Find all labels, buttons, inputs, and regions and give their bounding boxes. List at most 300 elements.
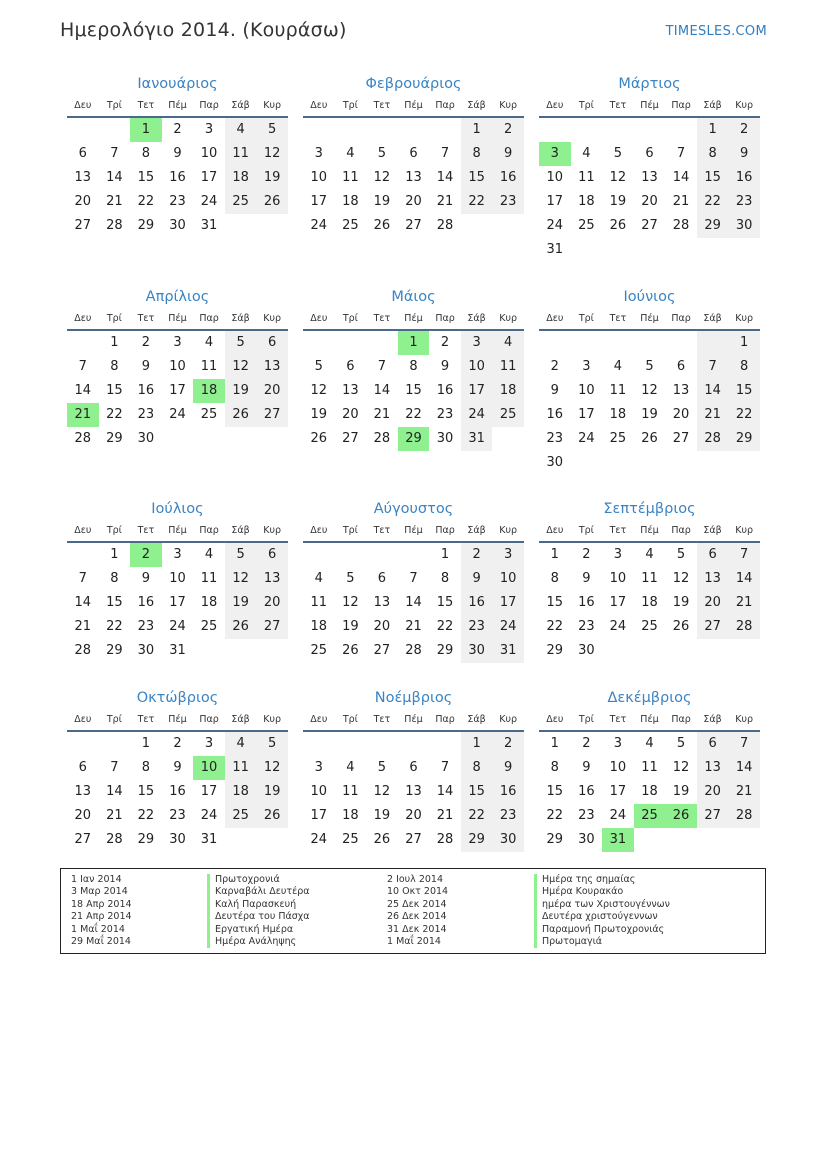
day-cell: 15 — [461, 780, 493, 804]
day-cell: 28 — [436, 832, 454, 847]
day-cell: 3 — [492, 543, 524, 567]
empty-cell — [634, 451, 666, 475]
day-cell: 3 — [204, 736, 214, 751]
day-cell: 22 — [461, 190, 493, 214]
day-cell: 9 — [582, 760, 591, 775]
month-name: Μάρτιος — [618, 76, 681, 92]
weekday-label: Δευ — [546, 313, 564, 324]
day-cell: 28 — [697, 427, 729, 451]
empty-cell — [193, 427, 225, 451]
weekday-label: Σάβ — [467, 525, 486, 536]
weekday-label: Τρί — [578, 100, 594, 111]
weekday-label: Τρί — [106, 100, 122, 111]
day-cell: 8 — [728, 355, 760, 379]
day-cell: 23 — [169, 194, 186, 209]
day-cell: 6 — [645, 146, 654, 161]
day-cell: 25 — [609, 431, 627, 446]
day-cell: 1 — [141, 736, 151, 751]
day-cell: 10 — [492, 567, 524, 591]
day-cell: 22 — [106, 619, 123, 634]
day-cell: 12 — [256, 142, 288, 166]
day-cell: 7 — [440, 760, 450, 775]
day-cell: 27 — [405, 218, 422, 233]
weekday-label: Πέμ — [168, 525, 187, 536]
holiday-name: Ημέρα Ανάληψης — [207, 936, 310, 948]
day-cell: 28 — [405, 643, 422, 658]
day-cell: 3 — [314, 760, 323, 775]
day-cell: 2 — [173, 736, 182, 751]
weekday-label: Σάβ — [231, 714, 250, 725]
day-cell: 29 — [728, 427, 760, 451]
day-cell: 15 — [137, 784, 155, 799]
day-cell: 26 — [225, 615, 257, 639]
day-cell: 29 — [106, 643, 123, 658]
day-cell: 7 — [440, 146, 450, 161]
weekday-label: Δευ — [74, 313, 92, 324]
day-cell: 22 — [137, 808, 155, 823]
month-name: Ιανουάριος — [137, 76, 218, 92]
holiday-date: 2 Ιουλ 2014 — [387, 874, 443, 885]
day-cell: 25 — [342, 218, 359, 233]
day-cell: 4 — [645, 547, 654, 562]
day-cell: 19 — [225, 591, 257, 615]
day-cell: 17 — [492, 591, 524, 615]
weekday-label: Σάβ — [467, 714, 486, 725]
page-title: Ημερολόγιο 2014. (Κουράσω) — [60, 19, 347, 41]
day-cell: 16 — [492, 780, 524, 804]
month-block — [303, 686, 524, 852]
day-cell: 12 — [373, 784, 391, 799]
day-cell: 6 — [377, 571, 387, 586]
day-cell: 5 — [256, 118, 288, 142]
day-cell: 15 — [436, 595, 454, 610]
day-cell: 8 — [110, 571, 119, 586]
day-cell: 24 — [169, 407, 186, 422]
day-cell: 11 — [342, 784, 359, 799]
weekday-label: Δευ — [310, 525, 328, 536]
day-cell: 18 — [641, 784, 658, 799]
empty-cell — [99, 732, 131, 756]
day-cell: 11 — [641, 760, 658, 775]
day-cell: 1 — [110, 335, 119, 350]
weekday-label: Κυρ — [499, 714, 518, 725]
empty-cell — [67, 118, 99, 142]
holiday-date: 1 Μαΐ 2014 — [71, 923, 125, 935]
holiday-name: Πρωτοχρονιά — [207, 874, 310, 886]
day-cell: 18 — [492, 379, 524, 403]
weekday-label: Τρί — [342, 714, 358, 725]
weekday-label: Σάβ — [231, 313, 250, 324]
day-cell: 8 — [461, 756, 493, 780]
day-cell: 7 — [110, 760, 119, 775]
weekday-label: Τετ — [373, 100, 391, 111]
day-cell: 20 — [373, 619, 391, 634]
holiday-names-column-1 — [207, 874, 310, 948]
weekday-label: Παρ — [199, 313, 219, 324]
holiday-day-cell: 31 — [602, 828, 634, 852]
holiday-name: ημέρα των Χριστουγέννων — [534, 899, 670, 911]
day-cell: 8 — [550, 760, 559, 775]
weekday-label: Τρί — [106, 525, 122, 536]
month-name: Σεπτέμβριος — [603, 501, 696, 517]
day-cell: 30 — [578, 832, 595, 847]
holiday-name: Δευτέρα χριστούγεννων — [534, 911, 670, 923]
weekday-label: Δευ — [74, 714, 92, 725]
day-cell: 9 — [492, 142, 524, 166]
day-cell: 22 — [728, 403, 760, 427]
day-cell: 19 — [672, 595, 690, 610]
day-cell: 28 — [106, 832, 123, 847]
day-cell: 27 — [74, 832, 92, 847]
day-cell: 10 — [609, 760, 627, 775]
empty-cell — [634, 331, 666, 355]
day-cell: 19 — [641, 407, 658, 422]
weekday-label: Τετ — [373, 714, 391, 725]
day-cell: 9 — [582, 571, 591, 586]
day-cell: 30 — [169, 218, 186, 233]
day-cell: 29 — [436, 643, 454, 658]
day-cell: 1 — [440, 547, 450, 562]
weekday-label: Τετ — [609, 100, 627, 111]
weekday-label: Δευ — [546, 100, 564, 111]
day-cell: 13 — [342, 383, 359, 398]
day-cell: 20 — [256, 379, 288, 403]
day-cell: 3 — [613, 736, 623, 751]
holiday-names-column-2 — [534, 874, 670, 948]
day-cell: 29 — [546, 643, 564, 658]
day-cell: 9 — [141, 571, 151, 586]
day-cell: 14 — [405, 595, 422, 610]
day-cell: 23 — [137, 407, 155, 422]
weekday-label: Παρ — [671, 313, 691, 324]
day-cell: 6 — [78, 146, 87, 161]
month-name: Οκτώβριος — [136, 690, 219, 706]
day-cell: 26 — [373, 218, 391, 233]
day-cell: 6 — [256, 543, 288, 567]
day-cell: 7 — [78, 571, 87, 586]
empty-cell — [634, 118, 666, 142]
weekday-header — [539, 709, 760, 732]
empty-cell — [225, 214, 257, 238]
day-cell: 20 — [697, 780, 729, 804]
empty-cell — [366, 543, 398, 567]
day-cell: 20 — [74, 808, 92, 823]
empty-cell — [697, 451, 729, 475]
weekday-label: Πέμ — [404, 714, 423, 725]
day-grid — [539, 118, 760, 262]
day-cell: 12 — [672, 760, 690, 775]
day-cell: 11 — [310, 595, 328, 610]
day-cell: 17 — [169, 595, 186, 610]
month-block — [67, 686, 288, 852]
day-cell: 11 — [342, 170, 359, 185]
empty-cell — [602, 238, 634, 262]
day-cell: 4 — [204, 547, 214, 562]
day-grid — [67, 732, 288, 852]
day-cell: 3 — [461, 331, 493, 355]
day-cell: 28 — [373, 431, 391, 446]
day-cell: 12 — [225, 355, 257, 379]
weekday-header — [67, 520, 288, 543]
weekday-label: Κυρ — [735, 525, 754, 536]
holiday-day-cell: 2 — [130, 543, 162, 567]
day-cell: 7 — [409, 571, 418, 586]
weekday-header — [539, 95, 760, 118]
day-cell: 14 — [74, 595, 92, 610]
weekday-label: Δευ — [74, 525, 92, 536]
weekday-label: Κυρ — [499, 313, 518, 324]
day-cell: 17 — [609, 784, 627, 799]
weekday-label: Δευ — [546, 525, 564, 536]
day-cell: 10 — [546, 170, 564, 185]
weekday-header — [67, 709, 288, 732]
weekday-label: Κυρ — [263, 313, 282, 324]
day-cell: 20 — [74, 194, 92, 209]
day-cell: 7 — [377, 359, 387, 374]
day-cell: 28 — [728, 615, 760, 639]
holiday-date: 10 Οκτ 2014 — [387, 886, 449, 898]
day-cell: 4 — [225, 118, 257, 142]
day-cell: 26 — [641, 431, 658, 446]
empty-cell — [571, 451, 603, 475]
weekday-label: Τρί — [106, 313, 122, 324]
empty-cell — [728, 828, 760, 852]
weekday-label: Τετ — [373, 313, 391, 324]
day-cell: 16 — [578, 595, 595, 610]
holidays-list — [60, 868, 766, 954]
day-cell: 11 — [225, 142, 257, 166]
month-block — [67, 72, 288, 238]
holiday-date: 26 Δεκ 2014 — [387, 911, 447, 923]
day-cell: 22 — [106, 407, 123, 422]
day-cell: 2 — [582, 736, 591, 751]
day-cell: 11 — [225, 756, 257, 780]
weekday-label: Κυρ — [263, 714, 282, 725]
day-cell: 25 — [641, 619, 658, 634]
weekday-label: Δευ — [310, 714, 328, 725]
weekday-label: Σάβ — [467, 313, 486, 324]
weekday-label: Τετ — [137, 714, 155, 725]
day-cell: 6 — [78, 760, 87, 775]
day-cell: 21 — [106, 808, 123, 823]
day-cell: 4 — [346, 146, 355, 161]
day-cell: 19 — [225, 379, 257, 403]
day-cell: 17 — [200, 784, 218, 799]
empty-cell — [366, 732, 398, 756]
empty-cell — [728, 238, 760, 262]
day-cell: 24 — [200, 808, 218, 823]
day-cell: 16 — [578, 784, 595, 799]
weekday-label: Κυρ — [735, 714, 754, 725]
day-cell: 1 — [697, 118, 729, 142]
weekday-label: Τρί — [342, 313, 358, 324]
site-logo-link[interactable]: TIMESLES.COM — [665, 24, 767, 39]
day-grid — [67, 543, 288, 663]
day-cell: 4 — [204, 335, 214, 350]
empty-cell — [728, 451, 760, 475]
weekday-label: Πέμ — [404, 525, 423, 536]
day-cell: 21 — [672, 194, 690, 209]
day-cell: 27 — [256, 403, 288, 427]
day-cell: 18 — [225, 166, 257, 190]
weekday-header — [303, 709, 524, 732]
weekday-label: Σάβ — [703, 714, 722, 725]
empty-cell — [256, 427, 288, 451]
day-cell: 18 — [578, 194, 595, 209]
month-block — [303, 497, 524, 663]
day-cell: 14 — [436, 170, 454, 185]
day-cell: 24 — [609, 619, 627, 634]
day-grid — [303, 118, 524, 238]
day-cell: 12 — [609, 170, 627, 185]
weekday-label: Παρ — [671, 525, 691, 536]
holiday-date: 1 Μαΐ 2014 — [387, 935, 441, 947]
day-cell: 18 — [641, 595, 658, 610]
day-grid — [539, 543, 760, 663]
day-cell: 9 — [440, 359, 450, 374]
day-cell: 25 — [492, 403, 524, 427]
day-cell: 27 — [256, 615, 288, 639]
weekday-label: Πέμ — [404, 100, 423, 111]
day-cell: 16 — [436, 383, 454, 398]
empty-cell — [256, 214, 288, 238]
day-cell: 17 — [461, 379, 493, 403]
empty-cell — [225, 828, 257, 852]
day-cell: 2 — [440, 335, 450, 350]
day-cell: 28 — [436, 218, 454, 233]
day-cell: 14 — [373, 383, 391, 398]
day-cell: 22 — [697, 190, 729, 214]
day-cell: 13 — [373, 595, 391, 610]
empty-cell — [67, 732, 99, 756]
day-cell: 16 — [169, 170, 186, 185]
empty-cell — [665, 639, 697, 663]
day-cell: 4 — [225, 732, 257, 756]
day-cell: 23 — [137, 619, 155, 634]
day-cell: 5 — [645, 359, 654, 374]
empty-cell — [335, 732, 367, 756]
empty-cell — [602, 331, 634, 355]
day-cell: 21 — [436, 808, 454, 823]
holiday-name: Παραμονή Πρωτοχρονιάς — [534, 924, 670, 936]
day-cell: 17 — [200, 170, 218, 185]
day-cell: 19 — [342, 619, 359, 634]
weekday-label: Κυρ — [735, 100, 754, 111]
month-block — [539, 497, 760, 663]
day-cell: 22 — [405, 407, 422, 422]
day-grid — [67, 118, 288, 238]
day-cell: 15 — [137, 170, 155, 185]
day-cell: 4 — [346, 760, 355, 775]
day-cell: 29 — [137, 832, 155, 847]
day-cell: 17 — [310, 808, 328, 823]
day-cell: 23 — [728, 190, 760, 214]
day-cell: 19 — [373, 194, 391, 209]
day-cell: 10 — [609, 571, 627, 586]
holiday-date: 18 Απρ 2014 — [71, 898, 132, 910]
day-cell: 6 — [256, 331, 288, 355]
day-cell: 8 — [440, 571, 450, 586]
day-cell: 14 — [728, 756, 760, 780]
day-cell: 29 — [137, 218, 155, 233]
empty-cell — [697, 238, 729, 262]
day-cell: 5 — [225, 543, 257, 567]
day-cell: 13 — [256, 567, 288, 591]
day-cell: 9 — [492, 756, 524, 780]
day-cell: 8 — [550, 571, 559, 586]
day-cell: 23 — [169, 808, 186, 823]
holiday-day-cell: 21 — [67, 403, 99, 427]
empty-cell — [665, 828, 697, 852]
day-cell: 21 — [373, 407, 391, 422]
day-cell: 15 — [106, 595, 123, 610]
empty-cell — [429, 118, 461, 142]
empty-cell — [398, 543, 430, 567]
day-cell: 27 — [405, 832, 422, 847]
day-cell: 20 — [697, 591, 729, 615]
month-block — [67, 285, 288, 451]
day-cell: 6 — [697, 543, 729, 567]
weekday-label: Τετ — [137, 525, 155, 536]
day-cell: 27 — [74, 218, 92, 233]
day-cell: 24 — [492, 615, 524, 639]
day-cell: 20 — [256, 591, 288, 615]
weekday-label: Τρί — [342, 100, 358, 111]
empty-cell — [697, 828, 729, 852]
weekday-label: Τρί — [578, 525, 594, 536]
day-cell: 11 — [641, 571, 658, 586]
day-cell: 28 — [106, 218, 123, 233]
month-name: Αύγουστος — [373, 501, 454, 517]
day-cell: 26 — [342, 643, 359, 658]
weekday-label: Τετ — [137, 100, 155, 111]
day-cell: 12 — [256, 756, 288, 780]
day-cell: 17 — [169, 383, 186, 398]
day-cell: 14 — [106, 784, 123, 799]
day-cell: 30 — [461, 639, 493, 663]
day-cell: 30 — [137, 431, 155, 446]
day-cell: 12 — [641, 383, 658, 398]
day-cell: 25 — [200, 619, 218, 634]
day-cell: 13 — [405, 170, 422, 185]
day-cell: 8 — [141, 760, 151, 775]
empty-cell — [225, 427, 257, 451]
day-cell: 4 — [582, 146, 591, 161]
empty-cell — [697, 331, 729, 355]
day-cell: 7 — [78, 359, 87, 374]
day-cell: 13 — [405, 784, 422, 799]
day-cell: 14 — [697, 379, 729, 403]
day-cell: 15 — [106, 383, 123, 398]
day-cell: 26 — [256, 190, 288, 214]
weekday-label: Τρί — [342, 525, 358, 536]
day-cell: 2 — [173, 122, 182, 137]
weekday-label: Κυρ — [499, 100, 518, 111]
day-cell: 16 — [546, 407, 564, 422]
weekday-label: Τετ — [609, 525, 627, 536]
day-cell: 15 — [405, 383, 422, 398]
weekday-label: Πέμ — [168, 313, 187, 324]
day-cell: 2 — [492, 732, 524, 756]
empty-cell — [602, 639, 634, 663]
weekday-label: Παρ — [671, 714, 691, 725]
day-cell: 25 — [200, 407, 218, 422]
day-cell: 27 — [697, 804, 729, 828]
day-cell: 30 — [546, 455, 564, 470]
month-block — [303, 285, 524, 451]
day-cell: 5 — [676, 547, 686, 562]
day-cell: 15 — [728, 379, 760, 403]
